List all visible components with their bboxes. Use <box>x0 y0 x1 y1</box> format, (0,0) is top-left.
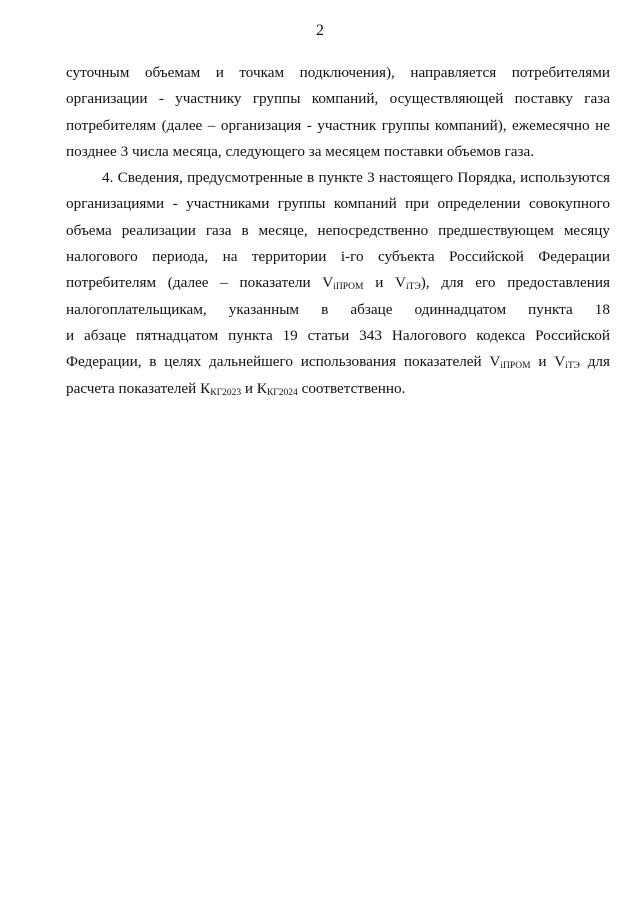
text-line: организациями - участниками группы компаний при определении совокупного <box>66 195 610 213</box>
paragraph-4 <box>66 165 610 402</box>
page-number: 2 <box>316 22 324 39</box>
text-line: организации - участнику группы компаний, осуществляющей поставку газа <box>66 90 610 108</box>
text-fragment: ), для его предоставления <box>420 274 610 292</box>
text-line: объема реализации газа в месяце, непосредственно предшествующем месяцу <box>66 221 610 239</box>
subscript: iПРОМ <box>333 282 364 293</box>
subscript: iТЭ <box>406 282 421 293</box>
subscript: КГ2023 <box>210 387 242 398</box>
text-line <box>66 270 610 296</box>
text-line <box>66 376 610 402</box>
text-fragment: Сведения, предусмотренные в пункте 3 настоящего Порядка, используются <box>117 169 611 187</box>
text-line: и абзаце пятнадцатом пункта 19 статьи 343 Налогового кодекса Российской <box>66 326 610 344</box>
text-line: суточным объемам и точкам подключения), направляется потребителями <box>66 64 610 81</box>
document-body <box>66 60 610 402</box>
text-fragment: и V <box>363 274 407 292</box>
text-fragment: и V <box>530 353 566 371</box>
text-line: налогового периода, на территории i-го субъекта Российской Федерации <box>66 248 610 266</box>
text-line: налогоплательщикам, указанным в абзаце одиннадцатом пункта 18 <box>66 300 610 318</box>
paragraph-3-continuation <box>66 60 610 165</box>
text-line: позднее 3 числа месяца, следующего за месяцем поставки объемов газа. <box>66 142 535 160</box>
text-fragment: соответственно. <box>297 379 406 397</box>
subscript: КГ2024 <box>266 387 298 398</box>
text-line <box>66 349 610 375</box>
paragraph-number: 4. <box>102 169 114 187</box>
text-line <box>66 165 610 191</box>
text-fragment: потребителям (далее – показатели V <box>66 274 334 292</box>
subscript: iПРОМ <box>500 361 531 372</box>
text-fragment: расчета показателей К <box>66 379 211 397</box>
text-fragment: для <box>579 353 610 371</box>
subscript: iТЭ <box>565 361 580 372</box>
text-line: потребителям (далее – организация - участник группы компаний), ежемесячно не <box>66 116 610 134</box>
text-fragment: Федерации, в целях дальнейшего использования показателей V <box>66 353 501 371</box>
text-fragment: и К <box>241 379 267 397</box>
